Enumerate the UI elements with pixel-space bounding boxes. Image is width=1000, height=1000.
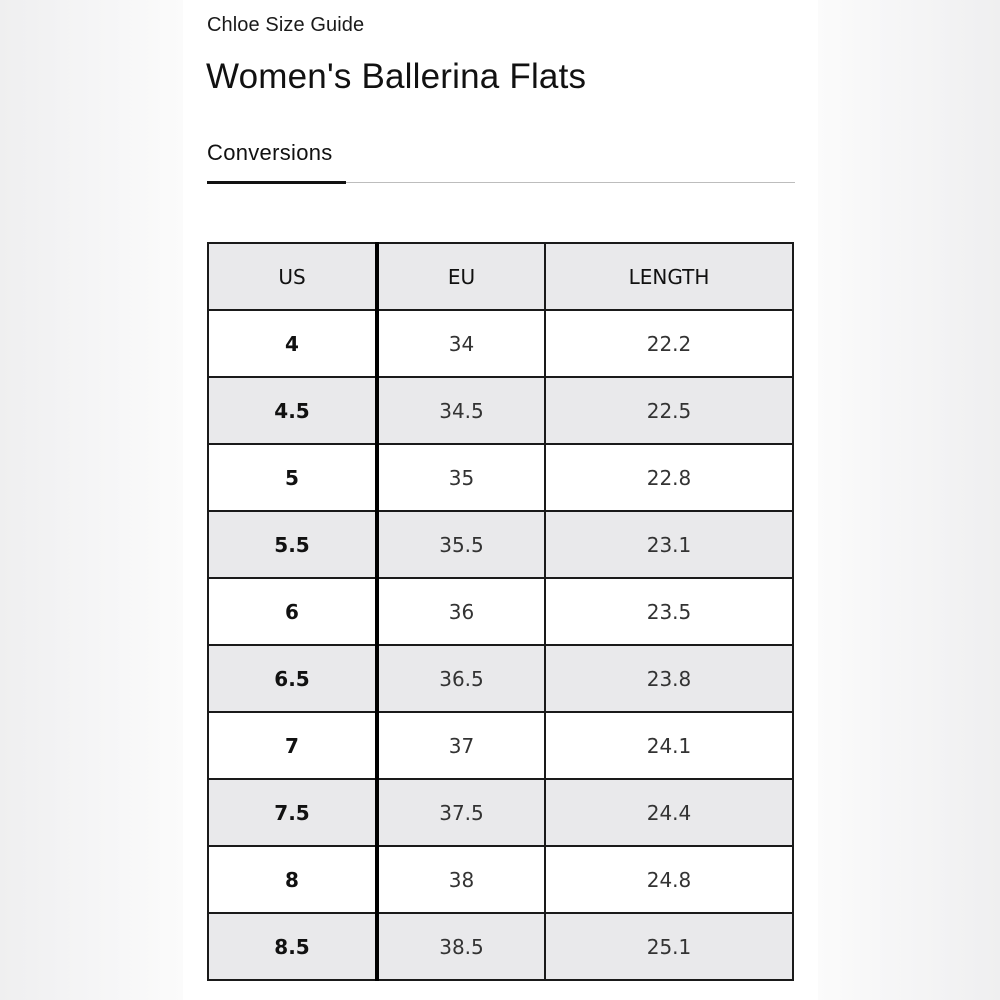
size-conversion-table (207, 242, 794, 981)
length-cell: 22.8 (545, 444, 793, 511)
eu-size-cell: 36 (377, 578, 545, 645)
eu-size-cell: 35.5 (377, 511, 545, 578)
column-header-length: LENGTH (545, 243, 793, 310)
table-row (208, 511, 793, 578)
length-cell: 24.8 (545, 846, 793, 913)
size-guide-panel (183, 0, 818, 1000)
us-size-cell: 8.5 (208, 913, 377, 980)
table-row (208, 846, 793, 913)
tab-bar (207, 140, 795, 186)
table-row (208, 310, 793, 377)
us-size-cell: 5.5 (208, 511, 377, 578)
us-size-cell: 6 (208, 578, 377, 645)
size-guide-brand: Chloe Size Guide (207, 14, 365, 36)
eu-size-cell: 34 (377, 310, 545, 377)
column-header-us: US (208, 243, 377, 310)
eu-size-cell: 37.5 (377, 779, 545, 846)
us-size-cell: 4.5 (208, 377, 377, 444)
eu-size-cell: 34.5 (377, 377, 545, 444)
table-header-row (208, 243, 793, 310)
right-backdrop (818, 0, 1000, 1000)
eu-size-cell: 35 (377, 444, 545, 511)
column-header-eu: EU (377, 243, 545, 310)
left-backdrop (0, 0, 183, 1000)
eu-size-cell: 38 (377, 846, 545, 913)
us-size-cell: 5 (208, 444, 377, 511)
length-cell: 22.2 (545, 310, 793, 377)
page-title: Women's Ballerina Flats (206, 57, 587, 96)
table-row (208, 444, 793, 511)
table-row (208, 712, 793, 779)
length-cell: 23.8 (545, 645, 793, 712)
length-cell: 24.4 (545, 779, 793, 846)
eu-size-cell: 38.5 (377, 913, 545, 980)
length-cell: 23.5 (545, 578, 793, 645)
table-row (208, 578, 793, 645)
length-cell: 23.1 (545, 511, 793, 578)
us-size-cell: 7.5 (208, 779, 377, 846)
us-size-cell: 8 (208, 846, 377, 913)
us-size-cell: 6.5 (208, 645, 377, 712)
active-tab-indicator (207, 181, 346, 184)
length-cell: 24.1 (545, 712, 793, 779)
tab-conversions[interactable]: Conversions (207, 140, 333, 165)
table-row (208, 377, 793, 444)
table-row (208, 645, 793, 712)
us-size-cell: 7 (208, 712, 377, 779)
length-cell: 22.5 (545, 377, 793, 444)
us-size-cell: 4 (208, 310, 377, 377)
table-row (208, 779, 793, 846)
eu-size-cell: 37 (377, 712, 545, 779)
length-cell: 25.1 (545, 913, 793, 980)
eu-size-cell: 36.5 (377, 645, 545, 712)
table-row (208, 913, 793, 980)
